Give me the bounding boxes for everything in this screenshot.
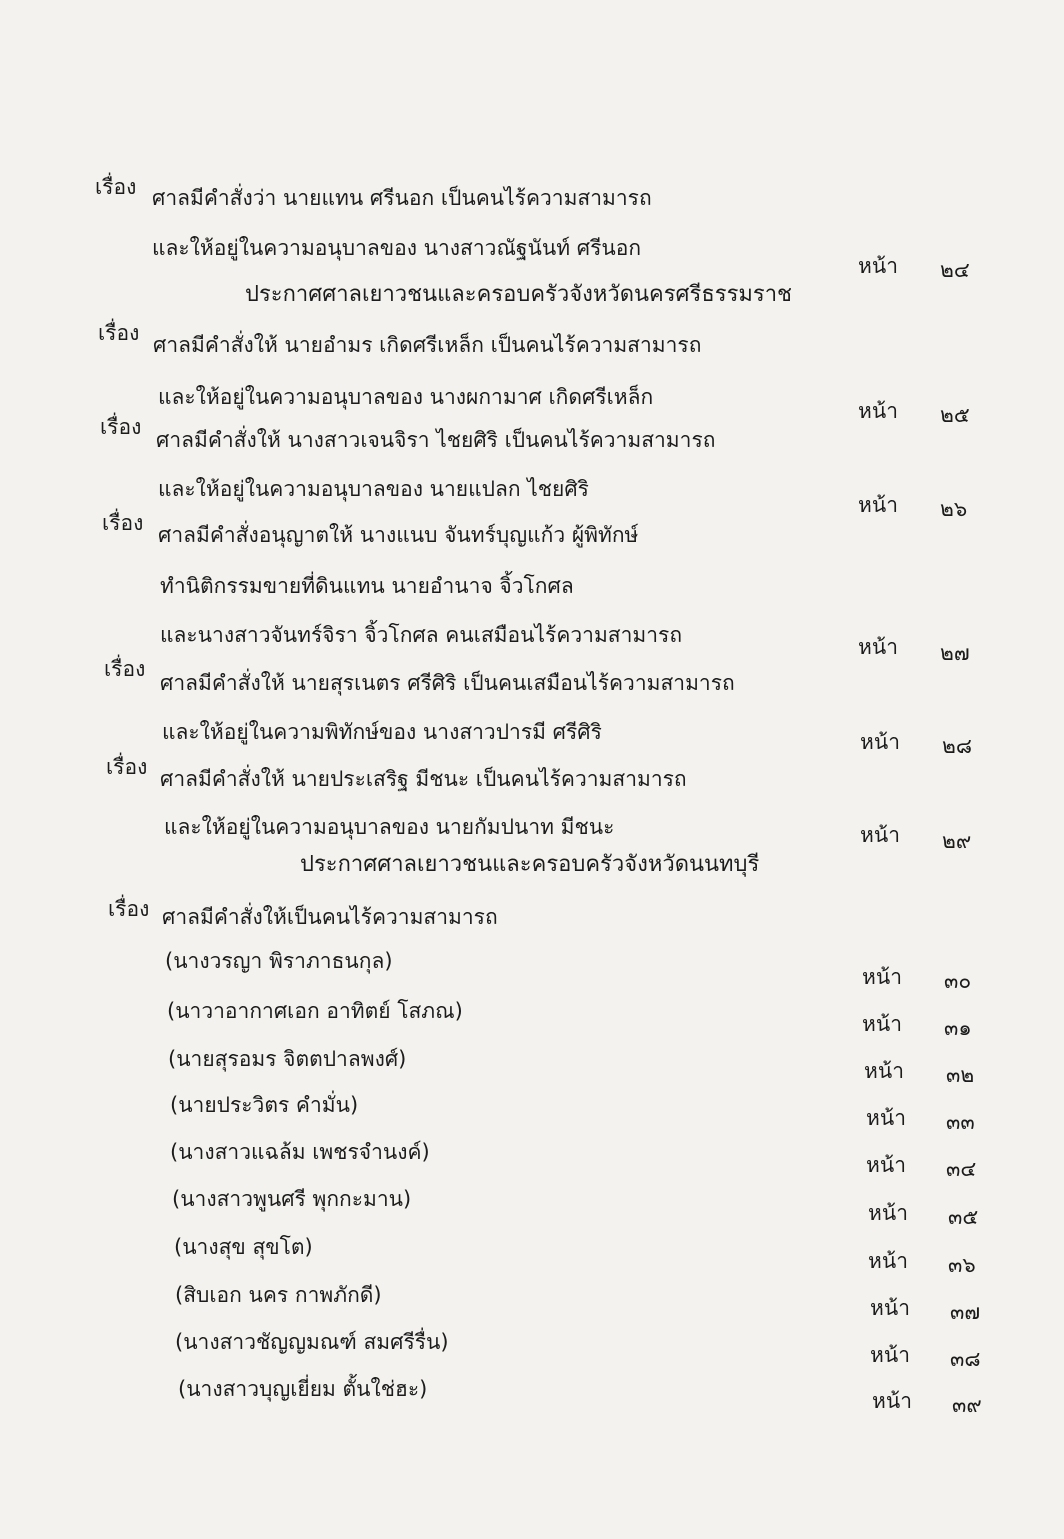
- page-number: ๒๗: [940, 641, 970, 665]
- entry-line: ทำนิติกรรมขายที่ดินแทน นายอำนาจ จิ้วโกศล: [160, 574, 574, 598]
- page-label: หน้า: [870, 1343, 910, 1367]
- page-number: ๓๐: [944, 969, 972, 993]
- entry-line: และนางสาวจันทร์จิรา จิ้วโกศล คนเสมือนไร้ความสามารถ: [160, 623, 683, 647]
- person-name: (นาวาอากาศเอก อาทิตย์ โสภณ): [167, 999, 463, 1023]
- entry-line: ศาลมีคำสั่งให้ นายประเสริฐ มีชนะ เป็นคนไร้ความสามารถ: [160, 767, 687, 791]
- entry-prefix: เรื่อง: [95, 175, 137, 199]
- page-number: ๒๖: [940, 497, 968, 521]
- person-name: (นางสาวแฉล้ม เพชรจำนงค์): [170, 1140, 430, 1164]
- person-name: (นายประวิตร คำมั่น): [170, 1093, 359, 1117]
- page-label: หน้า: [858, 493, 898, 517]
- entry-line: ศาลมีคำสั่งอนุญาตให้ นางแนบ จันทร์บุญแก้ว ผู้พิทักษ์: [158, 523, 639, 547]
- page-label: หน้า: [866, 1153, 906, 1177]
- person-name: (สิบเอก นคร กาพภักดี): [175, 1283, 382, 1307]
- entry-prefix: เรื่อง: [104, 657, 146, 681]
- page-label: หน้า: [860, 730, 900, 754]
- entry-line: และให้อยู่ในความพิทักษ์ของ นางสาวปารมี ศรีศิริ: [162, 720, 602, 744]
- entry-line: และให้อยู่ในความอนุบาลของ นางผกามาศ เกิดศรีเหล็ก: [158, 385, 654, 409]
- page-label: หน้า: [858, 254, 898, 278]
- page-number: ๒๘: [942, 734, 973, 758]
- person-name: (นางสาวพูนศรี พุกกะมาน): [172, 1187, 412, 1211]
- section-heading: ประกาศศาลเยาวชนและครอบครัวจังหวัดนครศรีธรรมราช: [245, 282, 792, 307]
- page-label: หน้า: [864, 1059, 904, 1083]
- entry-line: ศาลมีคำสั่งให้ นางสาวเจนจิรา ไชยศิริ เป็นคนไร้ความสามารถ: [156, 428, 716, 452]
- entry-prefix: เรื่อง: [100, 415, 142, 439]
- page-label: หน้า: [862, 1012, 902, 1036]
- entry-prefix: เรื่อง: [108, 897, 150, 921]
- page-label: หน้า: [862, 965, 902, 989]
- page-label: หน้า: [868, 1249, 908, 1273]
- page-label: หน้า: [868, 1201, 908, 1225]
- person-name: (นางสาวบุญเยี่ยม ตั้นใช่ฮะ): [178, 1377, 428, 1401]
- person-name: (นางสาวชัญญมณฑ์ สมศรีรื่น): [175, 1330, 449, 1354]
- page-number: ๓๖: [948, 1253, 976, 1277]
- entry-line: ศาลมีคำสั่งให้เป็นคนไร้ความสามารถ: [162, 905, 498, 929]
- page-label: หน้า: [870, 1296, 910, 1320]
- page-number: ๓๗: [950, 1300, 981, 1324]
- page-number: ๓๒: [946, 1063, 975, 1087]
- page-number: ๒๕: [940, 403, 970, 427]
- entry-prefix: เรื่อง: [102, 511, 144, 535]
- person-name: (นางสุข สุขโต): [174, 1235, 313, 1259]
- entry-line: และให้อยู่ในความอนุบาลของ นายแปลก ไชยศิริ: [158, 477, 589, 501]
- page-label: หน้า: [860, 823, 900, 847]
- section-heading: ประกาศศาลเยาวชนและครอบครัวจังหวัดนนทบุรี: [300, 852, 760, 877]
- person-name: (นางวรญา พิราภาธนกุล): [165, 949, 393, 973]
- page-number: ๒๔: [940, 258, 970, 282]
- entry-prefix: เรื่อง: [106, 755, 148, 779]
- page-number: ๓๙: [952, 1393, 982, 1417]
- person-name: (นายสุรอมร จิตตปาลพงศ์): [168, 1047, 407, 1071]
- page-number: ๓๔: [946, 1157, 977, 1181]
- page-label: หน้า: [858, 635, 898, 659]
- entry-line: และให้อยู่ในความอนุบาลของ นายกัมปนาท มีชนะ: [164, 815, 615, 839]
- page-label: หน้า: [866, 1106, 906, 1130]
- page-label: หน้า: [872, 1389, 912, 1413]
- entry-line: และให้อยู่ในความอนุบาลของ นางสาวณัฐนันท์ ศรีนอก: [152, 236, 642, 260]
- page-number: ๓๘: [950, 1347, 981, 1371]
- page-number: ๓๓: [946, 1110, 975, 1134]
- page-label: หน้า: [858, 399, 898, 423]
- page-number: ๒๙: [942, 829, 972, 853]
- entry-line: ศาลมีคำสั่งให้ นายสุรเนตร ศรีศิริ เป็นคนเสมือนไร้ความสามารถ: [160, 671, 735, 695]
- entry-line: ศาลมีคำสั่งให้ นายอำมร เกิดศรีเหล็ก เป็นคนไร้ความสามารถ: [153, 333, 702, 357]
- entry-prefix: เรื่อง: [98, 321, 140, 345]
- entry-line: ศาลมีคำสั่งว่า นายแทน ศรีนอก เป็นคนไร้ความสามารถ: [152, 186, 652, 210]
- page-number: ๓๑: [944, 1016, 972, 1040]
- page-number: ๓๕: [948, 1205, 979, 1229]
